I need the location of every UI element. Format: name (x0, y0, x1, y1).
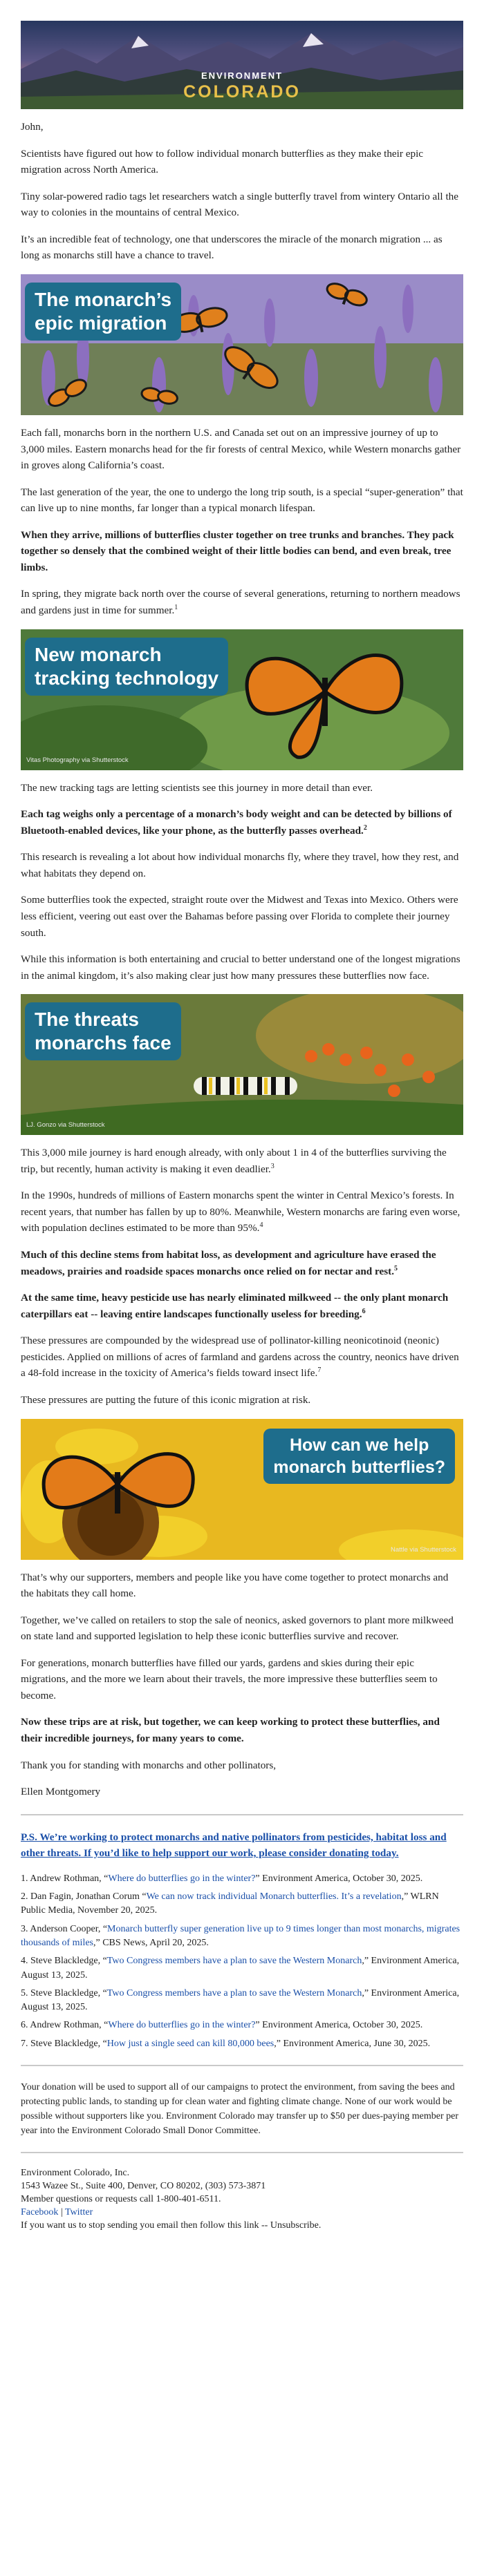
footnote-item: 5. Steve Blackledge, “Two Congress members have a plan to save the Western Monarch,” Environment America, August 13, 2025. (21, 1987, 460, 2013)
banner-tracking (21, 629, 463, 770)
banner-title-tracking: New monarch tracking technology (25, 638, 228, 696)
footnote-ref: 1 (174, 603, 178, 611)
divider (21, 2065, 463, 2066)
section4-paragraph-3: For generations, monarch butterflies have filled our yards, gardens and skies during their epic migrations, and the more we learn about their travels, the more impressive these butterflies seem to become. (21, 1657, 438, 1701)
section3-paragraph-2: In the 1990s, hundreds of millions of Eastern monarchs spent the winter in Central Mexico’s forests. In recent years, that number has fallen by up to 80%. Meanwhile, Western monarchs are faring even worse, with population declines estimated to be more than 95%.$^4$ (21, 1190, 460, 1234)
footnote-item: 7. Steve Blackledge, “How just a single seed can kill 80,000 bees,” Environment America, June 30, 2025. (21, 2038, 431, 2049)
banner-title-help: How can we help monarch butterflies? (263, 1429, 455, 1484)
section3-paragraph-5: These pressures are compounded by the widespread use of pollinator-killing neonicotinoid (neonic) pesticides. Applied on millions of acres of farmland and gardens across the country, neonics have driven a 48-fold increase in the toxicity of America’s fields toward insect life.$^7$ (21, 1335, 459, 1380)
intro-paragraph-2: Tiny solar-powered radio tags let researchers watch a single butterfly travel from wintery Ontario all the way to colonies in the mountains of central Mexico. (21, 190, 459, 219)
facebook-link[interactable]: Facebook (21, 2206, 59, 2217)
section2-paragraph-1: The new tracking tags are letting scientists see this journey in more detail than ever. (21, 781, 373, 794)
header-banner (21, 21, 463, 109)
twitter-link[interactable]: Twitter (65, 2206, 93, 2217)
section1-paragraph-1: Each fall, monarchs born in the northern U.S. and Canada set out on an impressive journey of up to 3,000 miles. Eastern monarchs head for the fir forests of central Mexico, while Western monarchs gather in groves along California’s coast. (21, 426, 461, 472)
brand-top: ENVIRONMENT (201, 70, 283, 81)
section4-paragraph-4: Now these trips are at risk, but together, we can keep working to protect these butterflies, and their incredible journeys, for many years to come. (21, 1716, 440, 1744)
social-links: Facebook | Twitter (21, 2206, 93, 2217)
section2-paragraph-2: Each tag weighs only a percentage of a monarch’s body weight and can be detected by billions of Bluetooth-enabled devices, like your phone, as the butterfly passes overhead.$^2$ (21, 808, 452, 837)
footnote-item: 3. Anderson Cooper, “Monarch butterfly super generation live up to 9 times longer than most monarchs, migrates thousands of miles,” CBS News, April 20, 2025. (21, 1923, 460, 1948)
section4-paragraph-2: Together, we’ve called on retailers to stop the sale of neonics, asked governors to plant more milkweed on state land and supported legislation to help these iconic butterflies survive and recover. (21, 1614, 454, 1643)
photo-credit: Nattle via Shutterstock (390, 1545, 456, 1554)
section4-paragraph-1: That’s why our supporters, members and people like you have come together to protect monarchs and the habitats they call home. (21, 1571, 449, 1600)
banner-help (21, 1419, 463, 1560)
banner-migration (21, 274, 463, 415)
footer-member-questions: Member questions or requests call 1-800-401-6511. (21, 2193, 221, 2204)
divider (21, 2152, 463, 2153)
footnote-link[interactable]: Two Congress members have a plan to save the Western Monarch (106, 1987, 362, 1998)
footnote-link[interactable]: How just a single seed can kill 80,000 bees (106, 2038, 274, 2049)
divider (21, 1814, 463, 1815)
unsubscribe-line: If you want us to stop sending you email then follow this link -- Unsubscribe. (21, 2220, 322, 2231)
footnote-link[interactable]: We can now track individual Monarch butterflies. It’s a revelation (146, 1891, 402, 1902)
banner-threats (21, 994, 463, 1135)
footer (21, 2167, 463, 2232)
footnote-link[interactable]: Where do butterflies go in the winter? (108, 1873, 256, 1884)
closing-line: Thank you for standing with monarchs and other pollinators, (21, 1759, 277, 1771)
brand-logo (21, 69, 463, 101)
footnote-item: 6. Andrew Rothman, “Where do butterflies go in the winter?” Environment America, October 30, 2025. (21, 2020, 423, 2031)
section2-paragraph-4: Some butterflies took the expected, straight route over the Midwest and Texas into Mexico. Others were less efficient, veering out east over the Bahamas before passing over Florida to complete their journey south. (21, 894, 458, 939)
section3-paragraph-3: Much of this decline stems from habitat loss, as development and agriculture have erased the meadows, prairies and roadside spaces monarchs once relied on for nectar and rest.$^5$ (21, 1249, 436, 1277)
footnote-ref: 2 (363, 823, 367, 832)
footnote-item: 4. Steve Blackledge, “Two Congress members have a plan to save the Western Monarch,” Environment America, August 13, 2025. (21, 1956, 460, 1981)
unsubscribe-link[interactable]: Unsubscribe (270, 2220, 319, 2231)
footnote-link[interactable]: Where do butterflies go in the winter? (108, 2020, 256, 2031)
footnote-ref: 7 (317, 1366, 322, 1375)
section3-paragraph-4: At the same time, heavy pesticide use has nearly eliminated milkweed -- the only plant monarch caterpillars eat -- leaving entire landscapes functionally useless for breeding.$^6$ (21, 1292, 449, 1320)
section2-paragraph-5: While this information is both entertaining and crucial to better understand one of the longest migrations in the animal kingdom, it’s also making clear just how many pressures these butterflies now face. (21, 953, 460, 982)
brand-bottom: COLORADO (183, 82, 301, 102)
section1-paragraph-2: The last generation of the year, the one to undergo the long trip south, is a special “super-generation” that can live up to nine months, far longer than a typical monarch lifespan. (21, 486, 463, 515)
section3-paragraph-6: These pressures are putting the future of this iconic migration at risk. (21, 1393, 311, 1406)
banner-title-migration: The monarch’s epic migration (25, 283, 181, 341)
section1-paragraph-3: When they arrive, millions of butterflies cluster together on tree trunks and branches. They pack together so densely that the combined weight of their little bodies can bend, and even break, tree limbs. (21, 528, 454, 573)
intro-paragraph-1: Scientists have figured out how to follow individual monarch butterflies as they make their epic migration across North America. (21, 147, 424, 176)
footnote-ref: 4 (259, 1221, 263, 1230)
banner-title-threats: The threats monarchs face (25, 1002, 181, 1060)
footnote-ref: 3 (270, 1162, 274, 1170)
footnote-item: 1. Andrew Rothman, “Where do butterflies go in the winter?” Environment America, October 30, 2025. (21, 1873, 423, 1884)
footer-org: Environment Colorado, Inc. (21, 2168, 130, 2179)
intro-paragraph-3: It’s an incredible feat of technology, one that underscores the miracle of the monarch migration ... as long as monarchs still have a chance to travel. (21, 233, 443, 262)
footnote-link[interactable]: Monarch butterfly super generation live up to 9 times longer than most monarchs, migrates thousands of miles (21, 1923, 460, 1948)
ps-donate-link[interactable] (21, 1829, 463, 1862)
footer-address: 1543 Wazee St., Suite 400, Denver, CO 80202, (303) 573-3871 (21, 2180, 266, 2191)
ps-link[interactable]: P.S. We’re working to protect monarchs and native pollinators from pesticides, habitat loss and other threats. If you’d like to help support our work, please consider donating today. (21, 1831, 447, 1860)
caterpillar-shape (194, 1077, 297, 1095)
footnote-ref: 5 (394, 1264, 398, 1272)
photo-credit: LJ. Gonzo via Shutterstock (26, 1121, 105, 1129)
photo-credit: Vitas Photography via Shutterstock (26, 756, 129, 764)
footnotes-list (21, 1872, 463, 2051)
section3-paragraph-1: This 3,000 mile journey is hard enough already, with only about 1 in 4 of the butterflies surviving the trip, but recently, human activity is making it even deadlier.$^3$ (21, 1147, 447, 1175)
section2-paragraph-3: This research is revealing a lot about how individual monarchs fly, where they travel, how they rest, and what habitats they depend on. (21, 851, 459, 879)
footnote-ref: 6 (362, 1307, 366, 1315)
greeting: John, (21, 121, 44, 133)
donation-note: Your donation will be used to support all of our campaigns to protect the environment, from saving the bees and protecting public lands, to standing up for clean water and fighting climate change. None of our work would be possible without supporters like you. Environment Colorado may transfer up to $50 per dues-paying member per year into the Environment Colorado Small Donor Committee. (21, 2082, 458, 2137)
footnote-item: 2. Dan Fagin, Jonathan Corum “We can now track individual Monarch butterflies. It’s a revelation,” WLRN Public Media, November 20, 2025. (21, 1891, 439, 1916)
email-body (21, 0, 463, 2233)
footnote-link[interactable]: Two Congress members have a plan to save the Western Monarch (106, 1956, 362, 1967)
signature: Ellen Montgomery (21, 1786, 101, 1798)
section1-paragraph-4: In spring, they migrate back north over the course of several generations, returning to northern meadows and gardens just in time for summer.$^1$ (21, 588, 460, 616)
